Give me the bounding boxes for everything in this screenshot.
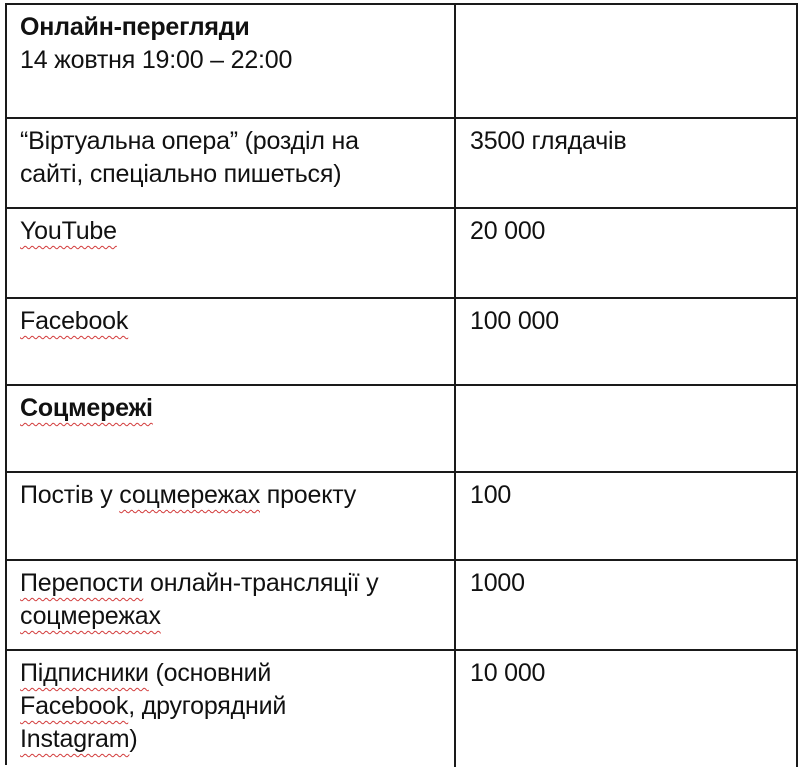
- row-value: 10 000: [470, 659, 546, 687]
- table-row: [7, 473, 798, 561]
- row-label: Instagram): [20, 725, 138, 753]
- table-cell: [7, 386, 456, 471]
- table-cell: [7, 473, 456, 559]
- row-label: Постів у соцмережах проекту: [20, 481, 357, 509]
- table-row: [7, 209, 798, 299]
- table-cell: [456, 5, 798, 117]
- table-row: [7, 561, 798, 651]
- table-cell: [7, 561, 456, 649]
- table-cell: [456, 386, 798, 471]
- date-time: 14 жовтня 19:00 – 22:00: [20, 46, 293, 74]
- row-label: “Віртуальна опера” (розділ на: [20, 127, 359, 155]
- row-value: 20 000: [470, 217, 546, 245]
- row-label: Facebook, другорядний: [20, 692, 287, 720]
- row-label: YouTube: [20, 217, 117, 245]
- row-value: 100: [470, 481, 512, 509]
- row-label: Підписники (основний: [20, 659, 272, 687]
- table-cell: [456, 299, 798, 384]
- table-cell: [456, 209, 798, 297]
- table-row: [7, 5, 798, 119]
- section-heading: Онлайн-перегляди: [20, 13, 250, 41]
- table-cell: [7, 119, 456, 207]
- table-cell: [7, 5, 456, 117]
- table-cell: [456, 651, 798, 767]
- row-label: Facebook: [20, 307, 129, 335]
- table-cell: [7, 651, 456, 767]
- table-cell: [456, 561, 798, 649]
- table-cell: [456, 473, 798, 559]
- table-cell: [456, 119, 798, 207]
- table-cell: [7, 299, 456, 384]
- section-heading: Соцмережі: [20, 394, 153, 422]
- row-value: 3500 глядачів: [470, 127, 627, 155]
- row-value: 1000: [470, 569, 525, 597]
- table-row: [7, 299, 798, 386]
- row-value: 100 000: [470, 307, 559, 335]
- table-row: [7, 119, 798, 209]
- row-label: соцмережах: [20, 602, 161, 630]
- row-label: сайті, спеціально пишеться): [20, 160, 342, 188]
- table-row: [7, 651, 798, 767]
- table-row: [7, 386, 798, 473]
- data-table: [5, 3, 798, 765]
- table-cell: [7, 209, 456, 297]
- row-label: Перепости онлайн-трансляції у: [20, 569, 379, 597]
